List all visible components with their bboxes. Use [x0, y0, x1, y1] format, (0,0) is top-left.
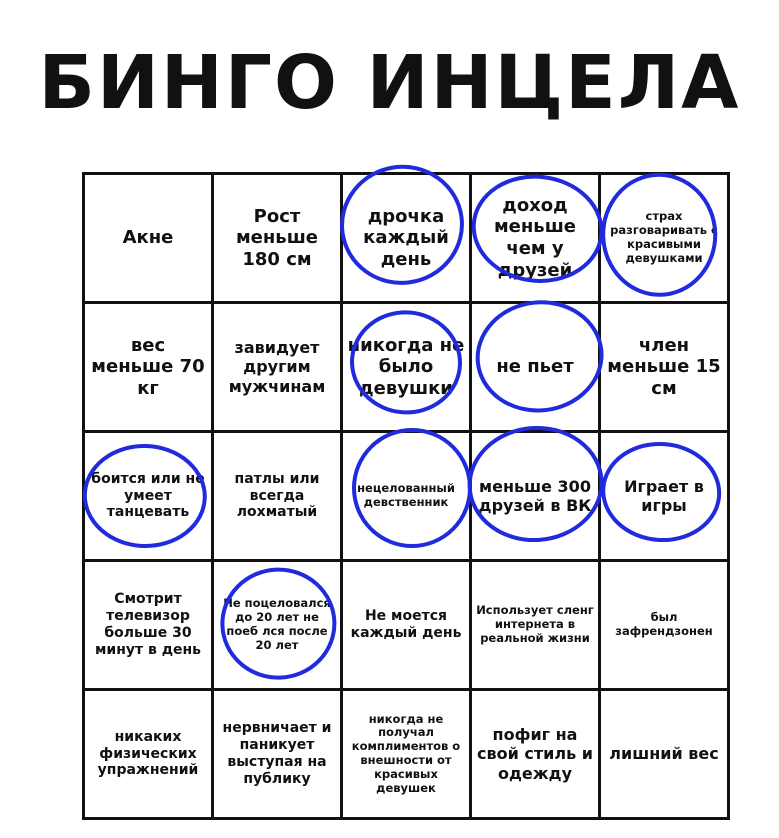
- bingo-cell[interactable]: [343, 175, 469, 301]
- cell-text: не пьет: [496, 356, 574, 378]
- cell-text: боится или не умеет танцевать: [91, 470, 205, 521]
- cell-text: никаких физических упражнений: [97, 728, 199, 779]
- cell-text: вес меньше 70 кг: [91, 334, 205, 399]
- cell-text: патлы или всегда лохматый: [234, 470, 320, 521]
- bingo-cell[interactable]: [601, 562, 727, 688]
- cell-text: Смотрит телевизор больше 30 минут в день: [94, 591, 202, 658]
- bingo-grid: [82, 172, 730, 820]
- cell-text: был зафрендзонен: [615, 610, 713, 638]
- bingo-cell[interactable]: [214, 175, 340, 301]
- bingo-cell[interactable]: [85, 562, 211, 688]
- cell-text: Акне: [122, 227, 174, 249]
- bingo-cell[interactable]: [601, 304, 727, 430]
- bingo-cell[interactable]: [601, 433, 727, 559]
- bingo-cell[interactable]: [472, 433, 598, 559]
- cell-text: дрочка каждый день: [363, 205, 449, 270]
- bingo-cell[interactable]: [601, 175, 727, 301]
- bingo-cell[interactable]: [472, 691, 598, 817]
- bingo-cell[interactable]: [85, 304, 211, 430]
- cell-text: пофиг на свой стиль и одежду: [477, 725, 593, 783]
- bingo-cell[interactable]: [85, 691, 211, 817]
- cell-text: лишний вес: [609, 744, 719, 764]
- bingo-cell[interactable]: [85, 175, 211, 301]
- bingo-cell[interactable]: [472, 562, 598, 688]
- bingo-cell[interactable]: [214, 304, 340, 430]
- page-title: БИНГО ИНЦЕЛА: [38, 40, 741, 126]
- cell-text: Не моется каждый день: [350, 608, 462, 641]
- cell-text: доход меньше чем у друзей: [493, 194, 577, 281]
- cell-text: страх разговаривать с красивыми девушками: [610, 209, 718, 265]
- bingo-cell[interactable]: [343, 304, 469, 430]
- bingo-cell[interactable]: [472, 175, 598, 301]
- bingo-cell[interactable]: [85, 433, 211, 559]
- cell-text: Не поцеловался до 20 лет не поеб лся после 20 лет: [223, 596, 331, 652]
- cell-text: завидует другим мужчинам: [228, 338, 326, 396]
- cell-text: член меньше 15 см: [607, 334, 721, 399]
- cell-text: Играет в игры: [624, 476, 704, 515]
- cell-text: никогда не получал комплиментов о внешности от красивых девушек: [351, 711, 461, 795]
- bingo-cell[interactable]: [343, 433, 469, 559]
- bingo-cell[interactable]: [343, 562, 469, 688]
- bingo-cell[interactable]: [214, 562, 340, 688]
- bingo-cell[interactable]: [343, 691, 469, 817]
- cell-text: нецелованный девственник: [357, 481, 455, 509]
- bingo-cell[interactable]: [472, 304, 598, 430]
- cell-text: меньше 300 друзей в ВК: [478, 476, 592, 515]
- bingo-cell[interactable]: [214, 691, 340, 817]
- cell-text: нервничает и паникует выступая на публику: [222, 720, 332, 787]
- cell-text: Использует сленг интернета в реальной жизни: [476, 603, 594, 645]
- cell-text: никогда не было девушки: [347, 334, 465, 399]
- bingo-cell[interactable]: [214, 433, 340, 559]
- cell-text: Рост меньше 180 см: [235, 205, 319, 270]
- bingo-cell[interactable]: [601, 691, 727, 817]
